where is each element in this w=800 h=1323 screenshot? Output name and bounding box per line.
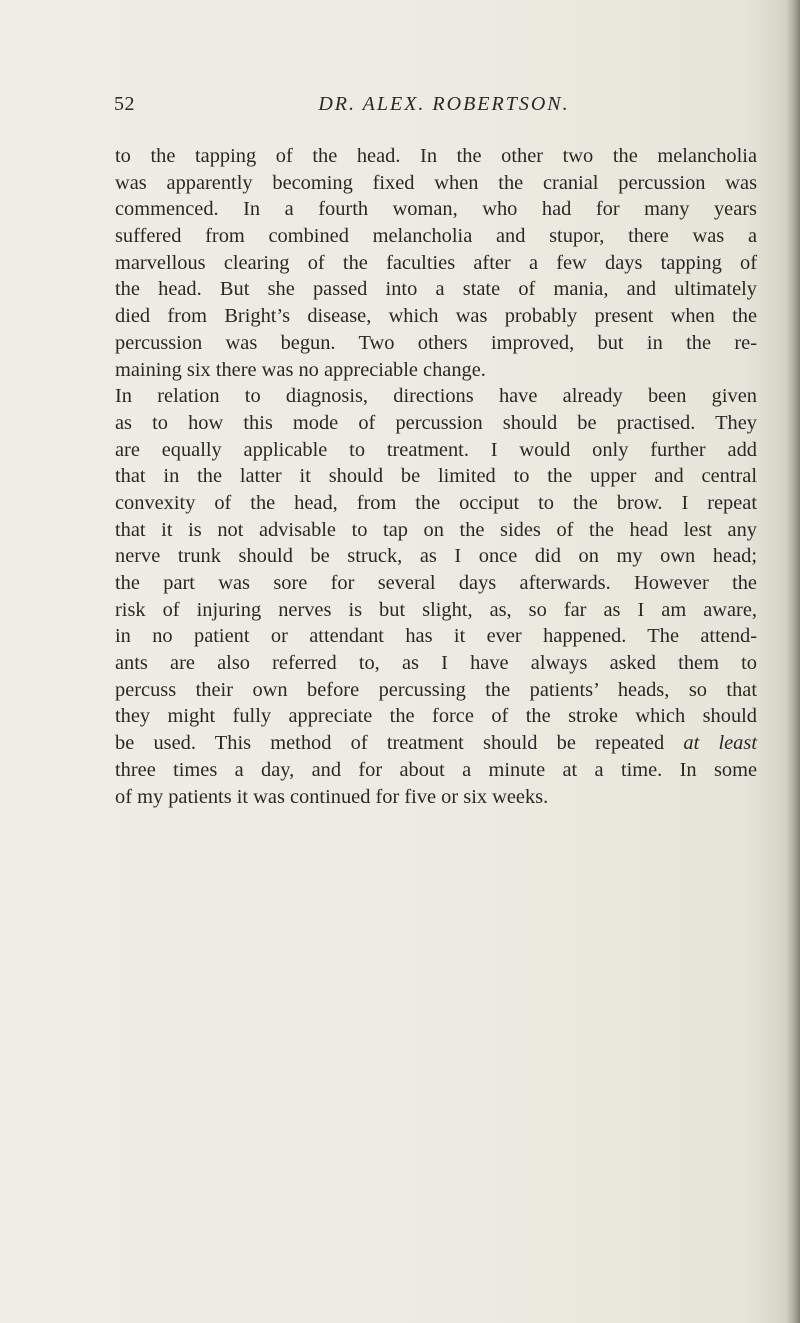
text-line: percuss their own before percussing the patients’ heads, so that: [115, 678, 757, 701]
text-line-with-emphasis: [115, 730, 757, 757]
text-line: In relation to diagnosis, directions have already been given: [115, 385, 757, 408]
text-line: that in the latter it should be limited to the upper and central: [115, 465, 757, 488]
text-line: the head. But she passed into a state of mania, and ultimately: [115, 278, 757, 301]
text-line: of my patients it was continued for five or six weeks.: [115, 785, 549, 808]
text-line: marvellous clearing of the faculties after a few days tapping of: [115, 251, 757, 274]
running-head: DR. ALEX. ROBERTSON.: [318, 93, 570, 115]
text-line: that it is not advisable to tap on the sides of the head lest any: [115, 518, 757, 541]
page-binding-shadow: [786, 0, 800, 1323]
text-line: died from Bright’s disease, which was probably present when the: [115, 305, 757, 328]
text-line: convexity of the head, from the occiput to the brow. I repeat: [115, 491, 757, 514]
text-line: maining six there was no appreciable change.: [115, 358, 486, 381]
text-line: they might fully appreciate the force of the stroke which should: [115, 705, 757, 728]
text-line: ants are also referred to, as I have always asked them to: [115, 652, 757, 675]
text-line: to the tapping of the head. In the other two the melancholia: [115, 145, 757, 167]
body-text: [115, 143, 757, 810]
text-line: in no patient or attendant has it ever happened. The attend-: [115, 625, 757, 648]
emphasis-at-least: at least: [683, 732, 757, 755]
text-line: three times a day, and for about a minute at a time. In some: [115, 758, 757, 781]
text-line: commenced. In a fourth woman, who had for many years: [115, 198, 757, 221]
page-header: [114, 93, 734, 123]
text-line: the part was sore for several days afterwards. However the: [115, 572, 757, 594]
text-line: suffered from combined melancholia and stupor, there was a: [115, 225, 757, 248]
text-line: was apparently becoming fixed when the cranial percussion was: [115, 171, 757, 194]
text-line: are equally applicable to treatment. I would only further add: [115, 438, 757, 461]
page-number: 52: [114, 93, 135, 115]
text-line: percussion was begun. Two others improved, but in the re-: [115, 331, 757, 354]
text-line: as to how this mode of percussion should be practised. They: [115, 411, 757, 434]
text-line: nerve trunk should be struck, as I once did on my own head;: [115, 545, 757, 568]
text-line: risk of injuring nerves is but slight, as, so far as I am aware,: [115, 598, 757, 621]
text-line-start: be used. This method of treatment should be repeated: [115, 732, 665, 755]
